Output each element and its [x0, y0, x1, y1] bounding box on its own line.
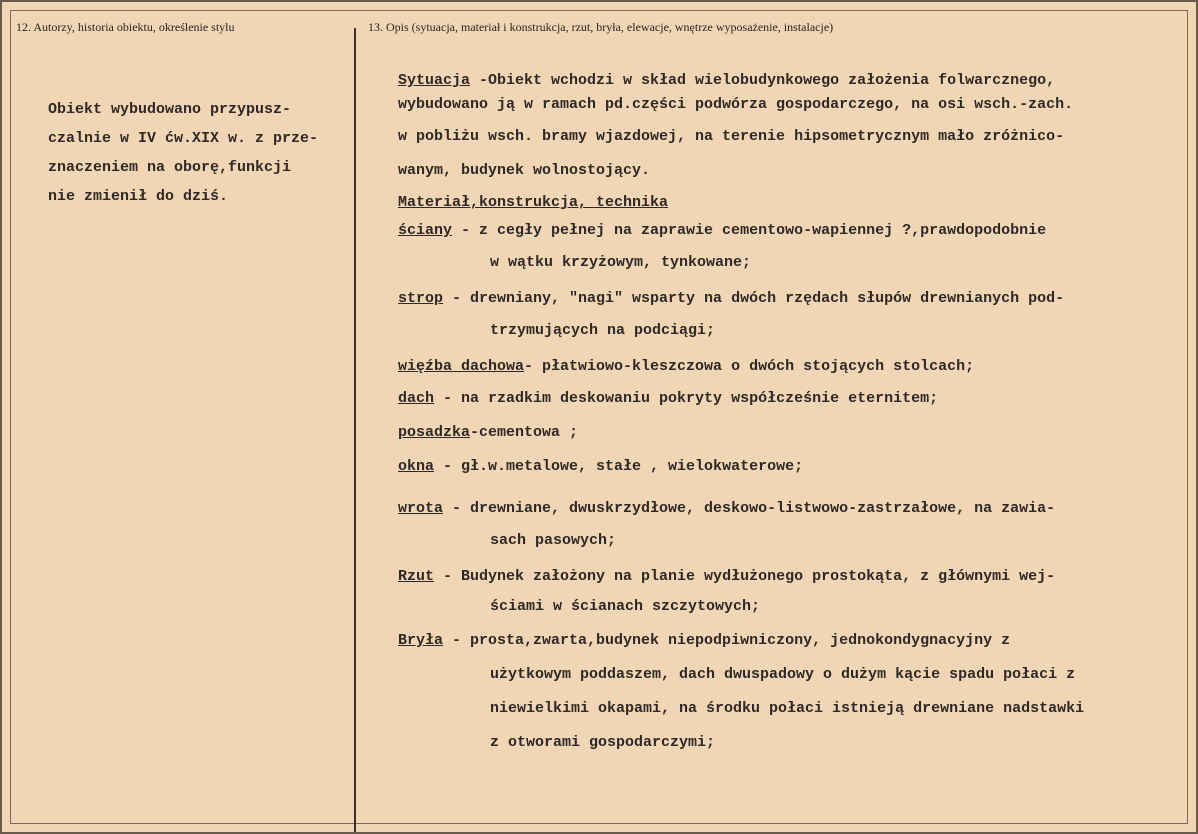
- posadzka-line: posadzka-cementowa ;: [398, 424, 579, 441]
- sciany-line: w wątku krzyżowym, tynkowane;: [490, 254, 752, 271]
- field-13-header: 13. Opis (sytuacja, materiał i konstrukcja, rzut, bryła, elewacje, wnętrze wyposażenie, instalacje): [368, 20, 834, 34]
- field-12-header: 12. Autorzy, historia obiektu, określenie stylu: [16, 20, 235, 34]
- dach-label: dach: [398, 390, 435, 407]
- wrota-line: wrota - drewniane, dwuskrzydłowe, deskowo-listwowo-zastrzałowe, na zawia-: [398, 500, 1056, 517]
- bryla-line: użytkowym poddaszem, dach dwuspadowy o dużym kącie spadu połaci z: [490, 666, 1076, 683]
- history-line: znaczeniem na oborę,funkcji: [48, 159, 292, 176]
- sytuacja-label: Sytuacja: [398, 72, 471, 89]
- wrota-label: wrota: [398, 500, 444, 517]
- rzut-line: Rzut - Budynek założony na planie wydłużonego prostokąta, z głównymi wej-: [398, 568, 1056, 585]
- bryla-line: niewielkimi okapami, na środku połaci istnieją drewniane nadstawki: [490, 700, 1085, 717]
- bryla-line: Bryła - prosta,zwarta,budynek niepodpiwniczony, jednokondygnacyjny z: [398, 632, 1011, 649]
- sytuacja-line: Sytuacja -Obiekt wchodzi w skład wielobudynkowego założenia folwarcznego,: [398, 72, 1056, 89]
- sytuacja-line: wybudowano ją w ramach pd.części podwórza gospodarczego, na osi wsch.-zach.: [398, 96, 1074, 113]
- column-divider: [354, 28, 356, 832]
- bryla-label: Bryła: [398, 632, 444, 649]
- strop-line: strop - drewniany, "nagi" wsparty na dwóch rzędach słupów drewnianych pod-: [398, 290, 1065, 307]
- okna-label: okna: [398, 458, 435, 475]
- history-line: Obiekt wybudowano przypusz-: [48, 101, 292, 118]
- strop-label: strop: [398, 290, 444, 307]
- dach-line: dach - na rzadkim deskowaniu pokryty współcześnie eternitem;: [398, 390, 939, 407]
- sciany-line: ściany - z cegły pełnej na zaprawie cementowo-wapiennej ?,prawdopodobnie: [398, 222, 1047, 239]
- rzut-label: Rzut: [398, 568, 435, 585]
- sytuacja-line: w pobliżu wsch. bramy wjazdowej, na terenie hipsometrycznym mało zróżnico-: [398, 128, 1065, 145]
- history-line: nie zmienił do dziś.: [48, 188, 229, 205]
- rzut-line: ściami w ścianach szczytowych;: [490, 598, 761, 615]
- wrota-line: sach pasowych;: [490, 532, 617, 549]
- wiezba-line: więźba dachowa- płatwiowo-kleszczowa o dwóch stojących stolcach;: [398, 358, 975, 375]
- strop-line: trzymujących na podciągi;: [490, 322, 716, 339]
- okna-line: okna - gł.w.metalowe, stałe , wielokwaterowe;: [398, 458, 804, 475]
- history-text: [48, 95, 348, 211]
- sciany-label: ściany: [398, 222, 453, 239]
- history-line: czalnie w IV ćw.XIX w. z prze-: [48, 130, 319, 147]
- bryla-line: z otworami gospodarczymi;: [490, 734, 716, 751]
- sytuacja-line: wanym, budynek wolnostojący.: [398, 162, 651, 179]
- wiezba-label: więźba dachowa: [398, 358, 525, 375]
- material-heading: Materiał,konstrukcja, technika: [398, 194, 669, 211]
- posadzka-label: posadzka: [398, 424, 471, 441]
